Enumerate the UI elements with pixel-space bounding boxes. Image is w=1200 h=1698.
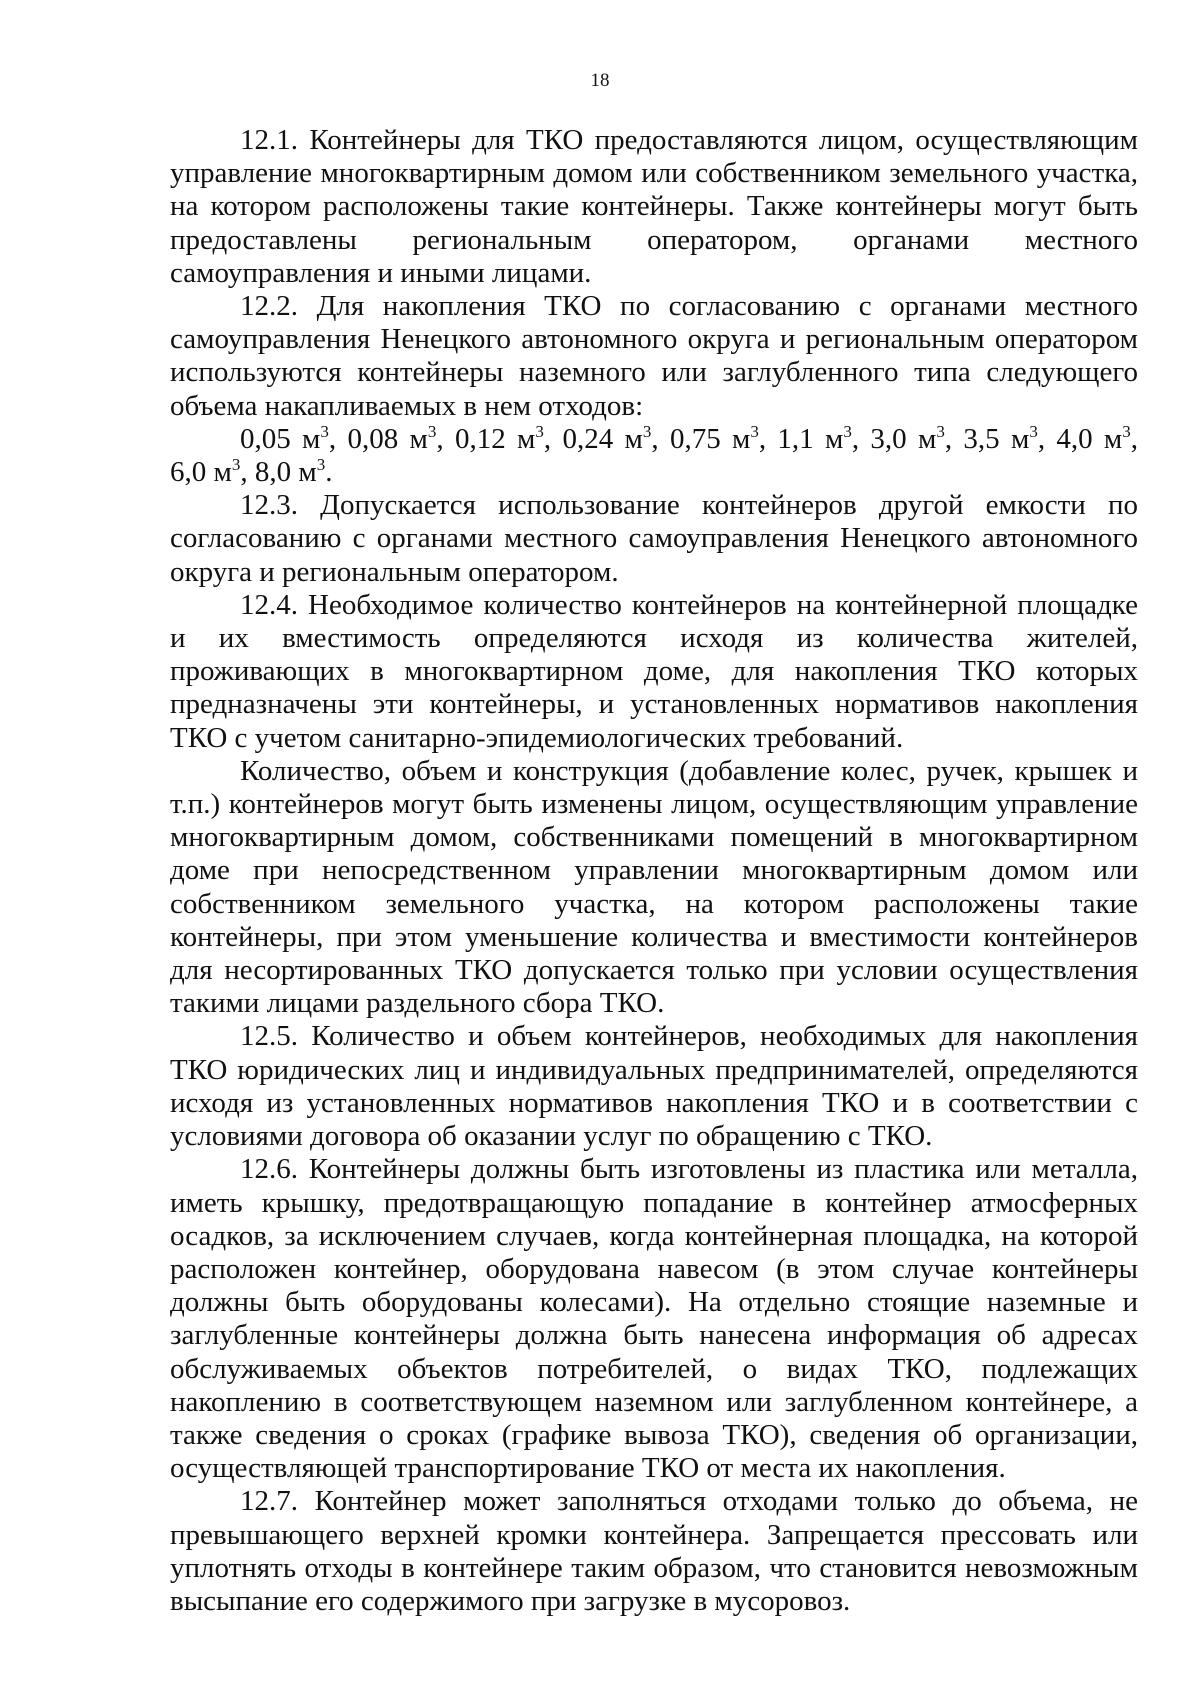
volume-unit-exponent: 3 [535,421,544,441]
page-number: 18 [590,70,610,91]
volume-value: 4,0 м [1056,422,1123,455]
volume-item: 6,0 $м^3$, [170,455,255,489]
document-body [170,124,1138,1618]
volume-value: 0,75 м [669,422,751,455]
volume-item: 1,1 $м^3$, [777,421,871,455]
container-volumes-list [170,423,1138,489]
volume-unit-exponent: 3 [843,421,852,441]
volume-item: 0,05 $м^3$, [240,421,348,455]
volume-value: 6,0 м [170,456,232,489]
paragraph-12-6: 12.6. Контейнеры должны быть изготовлены из пластика или металла, иметь крышку, предотвращающую попадание в контейнер атмосферных осадков, за исключением случаев, когда контейнерная площадка, на которой расположен контейнер, оборудована навесом (в этом случае контейнеры должны быть оборудованы колесами). На отдельно стоящие наземные и заглубленные контейнеры должна быть нанесена информация об адресах обслуживаемых объектов потребителей, о видах ТКО, подлежащих накоплению в соответствующем наземном или заглубленном контейнере, а также сведения о сроках (графике вывоза ТКО), сведения об организации, осуществляющей транспортирование ТКО от места их накопления. [170,1153,1138,1485]
volume-item: 0,75 $м^3$, [669,421,778,455]
volume-unit-exponent: 3 [316,455,326,475]
volume-value: 0,08 м [347,422,428,455]
paragraph-12-3: 12.3. Допускается использование контейнеров другой емкости по согласованию с органами местного самоуправления Ненецкого автономного округа и региональным оператором. [170,489,1138,588]
paragraph-12-5: 12.5. Количество и объем контейнеров, необходимых для накопления ТКО юридических лиц и индивидуальных предпринимателей, определяются исходя из установленных нормативов накопления ТКО и в соответствии с условиями договора об оказании услуг по обращению с ТКО. [170,1020,1138,1153]
volume-value: 0,12 м [454,422,536,455]
volume-item: 3,5 $м^3$, [963,421,1057,455]
volume-value: 3,5 м [963,422,1030,455]
volume-value: 1,1 м [777,422,844,455]
paragraph-12-4-continued: Количество, объем и конструкция (добавление колес, ручек, крышек и т.п.) контейнеров могут быть изменены лицом, осуществляющим управление многоквартирным домом, собственниками помещений в многоквартирном доме при непосредственном управлении многоквартирным домом или собственником земельного участка, на котором расположены такие контейнеры, при этом уменьшение количества и вместимости контейнеров для несортированных ТКО допускается только при условии осуществления такими лицами раздельного сбора ТКО. [170,754,1138,1020]
volume-unit-exponent: 3 [642,421,652,441]
paragraph-12-1: 12.1. Контейнеры для ТКО предоставляются лицом, осуществляющим управление многоквартирным домом или собственником земельного участка, на котором расположены такие контейнеры. Также контейнеры могут быть предоставлены региональным оператором, органами местного самоуправления и иными лицами. [170,124,1138,289]
volume-unit-exponent: 3 [1122,421,1131,441]
volume-value: 8,0 м [254,456,317,489]
volume-unit-exponent: 3 [936,421,945,441]
volume-item: 0,24 $м^3$, [562,421,670,455]
volume-value: 3,0 м [870,422,937,455]
volume-value: 0,24 м [562,422,643,455]
volume-unit-exponent: 3 [231,455,241,475]
paragraph-12-4: 12.4. Необходимое количество контейнеров на контейнерной площадке и их вместимость определяются исходя из количества жителей, проживающих в многоквартирном доме, для накопления ТКО которых предназначены эти контейнеры, и установленных нормативов накопления ТКО с учетом санитарно-эпидемиологических требований. [170,588,1138,754]
volume-item: 3,0 $м^3$, [870,421,964,455]
volume-item: 0,12 $м^3$, [454,421,563,455]
volume-unit-exponent: 3 [427,421,437,441]
volume-unit-exponent: 3 [320,421,329,441]
paragraph-12-7: 12.7. Контейнер может заполняться отходами только до объема, не превышающего верхней кромки контейнера. Запрещается прессовать или уплотнять отходы в контейнере таким образом, что становится невозможным высыпание его содержимого при загрузке в мусоровоз. [170,1485,1138,1617]
volume-value: 0,05 м [240,422,321,455]
paragraph-12-2: 12.2. Для накопления ТКО по согласованию с органами местного самоуправления Ненецкого автономного округа и региональным оператором используются контейнеры наземного или заглубленного типа следующего объема накапливаемых в нем отходов: [170,290,1138,422]
volume-item: 4,0 $м^3$, [1056,421,1139,455]
volume-unit-exponent: 3 [750,421,759,441]
volume-item: 8,0 $м^3$. [254,455,333,489]
volume-item: 0,08 $м^3$, [347,421,455,455]
volume-unit-exponent: 3 [1029,421,1038,441]
